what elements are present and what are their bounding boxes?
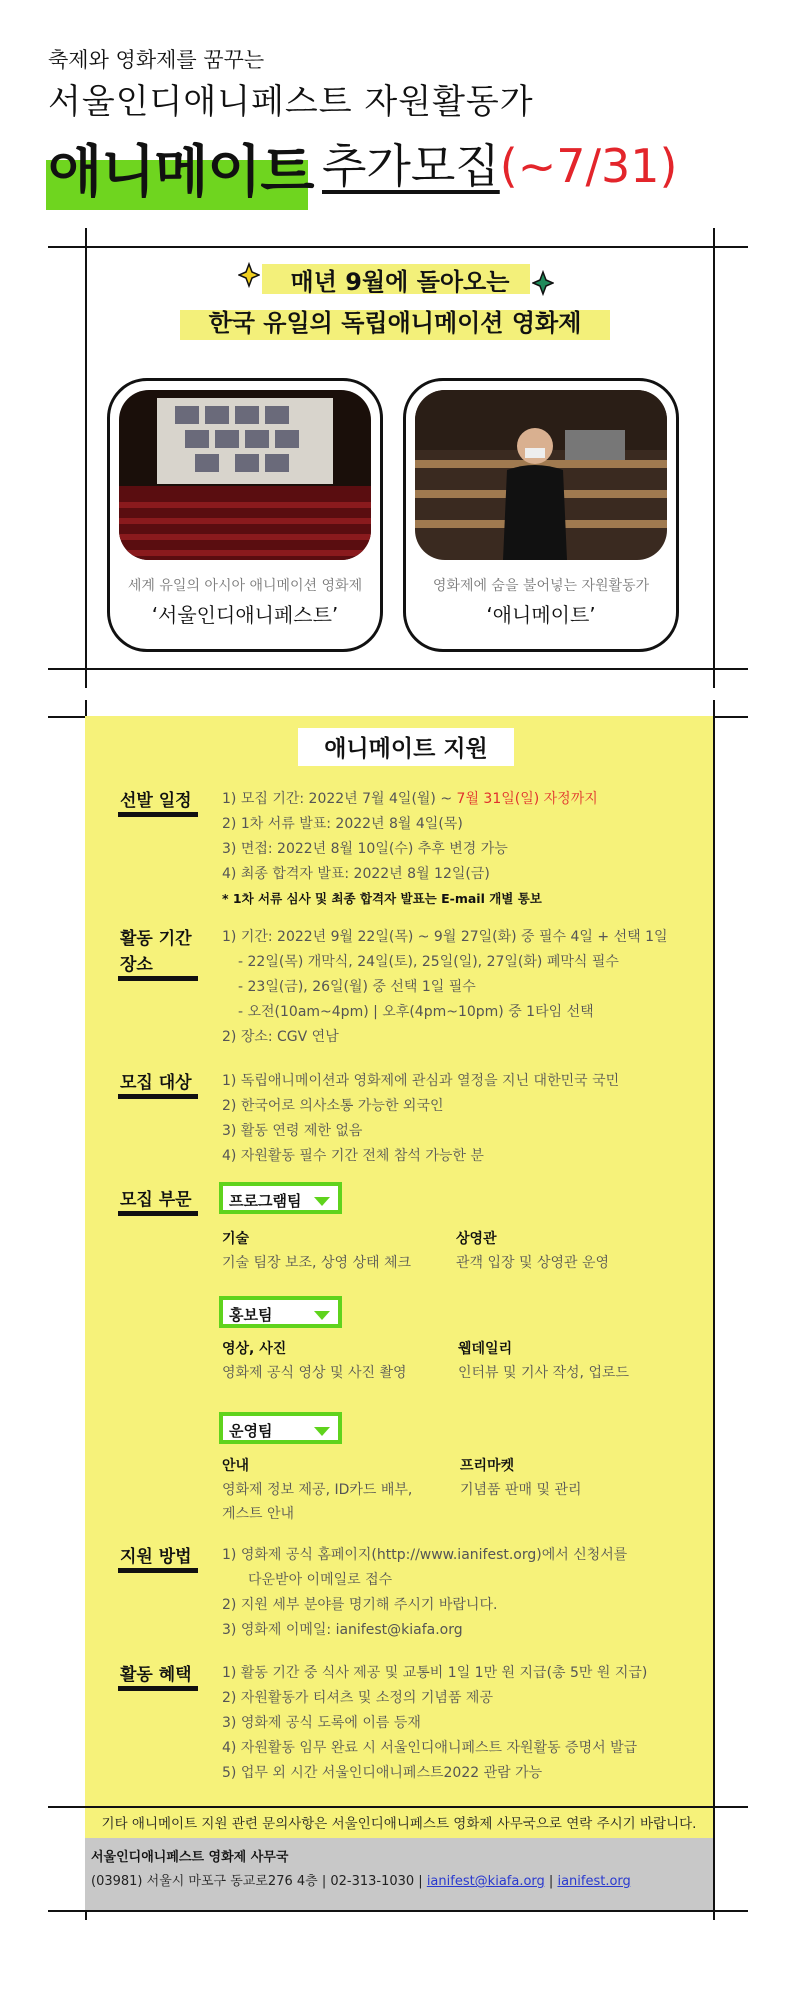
- period-item-3: - 23일(금), 26일(월) 중 선택 1일 필수: [238, 979, 476, 995]
- method-item-2: 다운받아 이메일로 접수: [248, 1572, 393, 1588]
- guide-desc-2: 게스트 안내: [222, 1506, 295, 1522]
- webdaily-desc: 인터뷰 및 기사 작성, 업로드: [458, 1365, 630, 1381]
- header-subtitle: 축제와 영화제를 꿈꾸는: [48, 48, 265, 72]
- chevron-down-icon: [314, 1311, 330, 1320]
- frame2-right: [713, 700, 715, 1920]
- period-underline: [118, 976, 198, 981]
- footer-contact: [85, 1838, 713, 1910]
- theater-photo: [119, 390, 371, 560]
- webdaily-heading: 웹데일리: [458, 1341, 513, 1357]
- video-heading: 영상, 사진: [222, 1341, 287, 1357]
- schedule-item-3: 3) 면접: 2022년 8월 10일(수) 추후 변경 가능: [222, 841, 508, 857]
- program-team-label: 프로그램팀: [229, 1192, 302, 1210]
- period-item-1: 1) 기간: 2022년 9월 22일(목) ~ 9월 27일(화) 중 필수 4일 + 선택 1일: [222, 929, 668, 945]
- target-label: 모집 대상: [120, 1073, 192, 1093]
- schedule-underline: [118, 812, 198, 817]
- period-item-5: 2) 장소: CGV 연남: [222, 1029, 339, 1045]
- division-label: 모집 부문: [120, 1190, 192, 1210]
- tagline-line2: 한국 유일의 독립애니메이션 영화제: [208, 309, 582, 337]
- volunteer-name: ‘애니메이트’: [486, 603, 596, 627]
- pr-team-dropdown[interactable]: [219, 1296, 342, 1328]
- schedule-deadline: 7월 31일(일) 자정까지: [456, 791, 598, 807]
- festival-caption: 세계 유일의 아시아 애니메이션 영화제: [127, 578, 363, 594]
- benefit-label: 활동 혜택: [120, 1665, 192, 1685]
- festival-name: ‘서울인디애니페스트’: [151, 603, 339, 627]
- festival-card: [107, 378, 383, 652]
- schedule-label: 선발 일정: [120, 791, 192, 811]
- screen-desc: 관객 입장 및 상영관 운영: [456, 1255, 610, 1271]
- period-label: 활동 기간: [120, 929, 192, 949]
- target-item-2: 2) 한국어로 의사소통 가능한 외국인: [222, 1098, 444, 1114]
- recruit-text: 추가모집: [322, 139, 500, 193]
- address-text: (03981) 서울시 마포구 동교로276 4층 | 02-313-1030 |: [91, 1874, 427, 1889]
- ops-team-label: 운영팀: [229, 1422, 273, 1440]
- program-team-dropdown[interactable]: [219, 1182, 342, 1214]
- market-heading: 프리마켓: [460, 1458, 515, 1474]
- office-name: 서울인디애니페스트 영화제 사무국: [91, 1850, 289, 1865]
- screen-heading: 상영관: [456, 1231, 497, 1247]
- period-item-4: - 오전(10am~4pm) | 오후(4pm~10pm) 중 1타임 선택: [238, 1004, 594, 1020]
- office-address: [91, 1870, 631, 1889]
- chevron-down-icon: [314, 1427, 330, 1436]
- divider-top: [48, 246, 748, 248]
- schedule-note: * 1차 서류 심사 및 최종 합격자 발표는 E-mail 개별 통보: [222, 891, 542, 906]
- benefit-item-5: 5) 업무 외 시간 서울인디애니페스트2022 관람 가능: [222, 1765, 543, 1781]
- volunteer-photo: [415, 390, 667, 560]
- tech-heading: 기술: [222, 1231, 250, 1247]
- divider-bottom: [48, 1910, 748, 1912]
- market-desc: 기념품 판매 및 관리: [460, 1482, 582, 1498]
- frame-left: [85, 228, 87, 688]
- guide-desc: 영화제 정보 제공, ID카드 배부,: [222, 1482, 413, 1498]
- benefit-item-3: 3) 영화제 공식 도록에 이름 등재: [222, 1715, 421, 1731]
- frame-right: [713, 228, 715, 688]
- tech-desc: 기술 팀장 보조, 상영 상태 체크: [222, 1255, 411, 1271]
- benefit-item-2: 2) 자원활동가 티셔츠 및 소정의 기념품 제공: [222, 1690, 493, 1706]
- target-item-1: 1) 독립애니메이션과 영화제에 관심과 열정을 지닌 대한민국 국민: [222, 1073, 620, 1089]
- site-link[interactable]: ianifest.org: [557, 1874, 631, 1889]
- method-underline: [118, 1568, 198, 1573]
- email-link[interactable]: ianifest@kiafa.org: [426, 1874, 545, 1889]
- benefit-item-1: 1) 활동 기간 중 식사 제공 및 교통비 1일 1만 원 지급(총 5만 원 지급): [222, 1665, 648, 1681]
- recruit-heading: [322, 130, 677, 196]
- benefit-underline: [118, 1686, 198, 1691]
- header-title: 서울인디애니페스트 자원활동가: [48, 82, 534, 122]
- ops-team-dropdown[interactable]: [219, 1412, 342, 1444]
- apply-title: 애니메이트 지원: [324, 736, 488, 762]
- schedule-item-1-text: 1) 모집 기간: 2022년 7월 4일(월) ~: [222, 791, 457, 807]
- method-item-3: 2) 지원 세부 분야를 명기해 주시기 바랍니다.: [222, 1597, 498, 1613]
- divider-footer: [48, 1806, 748, 1808]
- pr-team-label: 홍보팀: [229, 1306, 273, 1324]
- method-item-1: 1) 영화제 공식 홈페이지(http://www.ianifest.org)에서 신청서를: [222, 1547, 628, 1563]
- period-item-2: - 22일(목) 개막식, 24일(토), 25일(일), 27일(화) 폐막식 필수: [238, 954, 619, 970]
- target-item-4: 4) 자원활동 필수 기간 전체 참석 가능한 분: [222, 1148, 484, 1164]
- schedule-item-2: 2) 1차 서류 발표: 2022년 8월 4일(목): [222, 816, 463, 832]
- separator: |: [544, 1874, 558, 1889]
- method-item-4: 3) 영화제 이메일: ianifest@kiafa.org: [222, 1622, 463, 1638]
- benefit-item-4: 4) 자원활동 임무 완료 시 서울인디애니페스트 자원활동 증명서 발급: [222, 1740, 638, 1756]
- target-item-3: 3) 활동 연령 제한 없음: [222, 1123, 363, 1139]
- method-label: 지원 방법: [120, 1547, 192, 1567]
- target-underline: [118, 1094, 198, 1099]
- video-desc: 영화제 공식 영상 및 사진 촬영: [222, 1365, 407, 1381]
- big-title: 애니메이트: [48, 140, 314, 205]
- inquiry-note: 기타 애니메이트 지원 관련 문의사항은 서울인디애니페스트 영화제 사무국으로 연락 주시기 바랍니다.: [85, 1810, 713, 1838]
- guide-heading: 안내: [222, 1458, 250, 1474]
- volunteer-card: [403, 378, 679, 652]
- tagline-line1: 매년 9월에 돌아오는: [290, 268, 510, 296]
- volunteer-caption: 영화제에 숨을 불어넣는 자원활동가: [432, 578, 650, 594]
- schedule-item-4: 4) 최종 합격자 발표: 2022년 8월 12일(금): [222, 866, 490, 882]
- place-label: 장소: [120, 955, 153, 975]
- division-underline: [118, 1211, 198, 1216]
- divider-mid: [48, 668, 748, 670]
- schedule-item-1: [222, 788, 598, 808]
- chevron-down-icon: [314, 1197, 330, 1206]
- deadline-text: (~7/31): [499, 139, 678, 193]
